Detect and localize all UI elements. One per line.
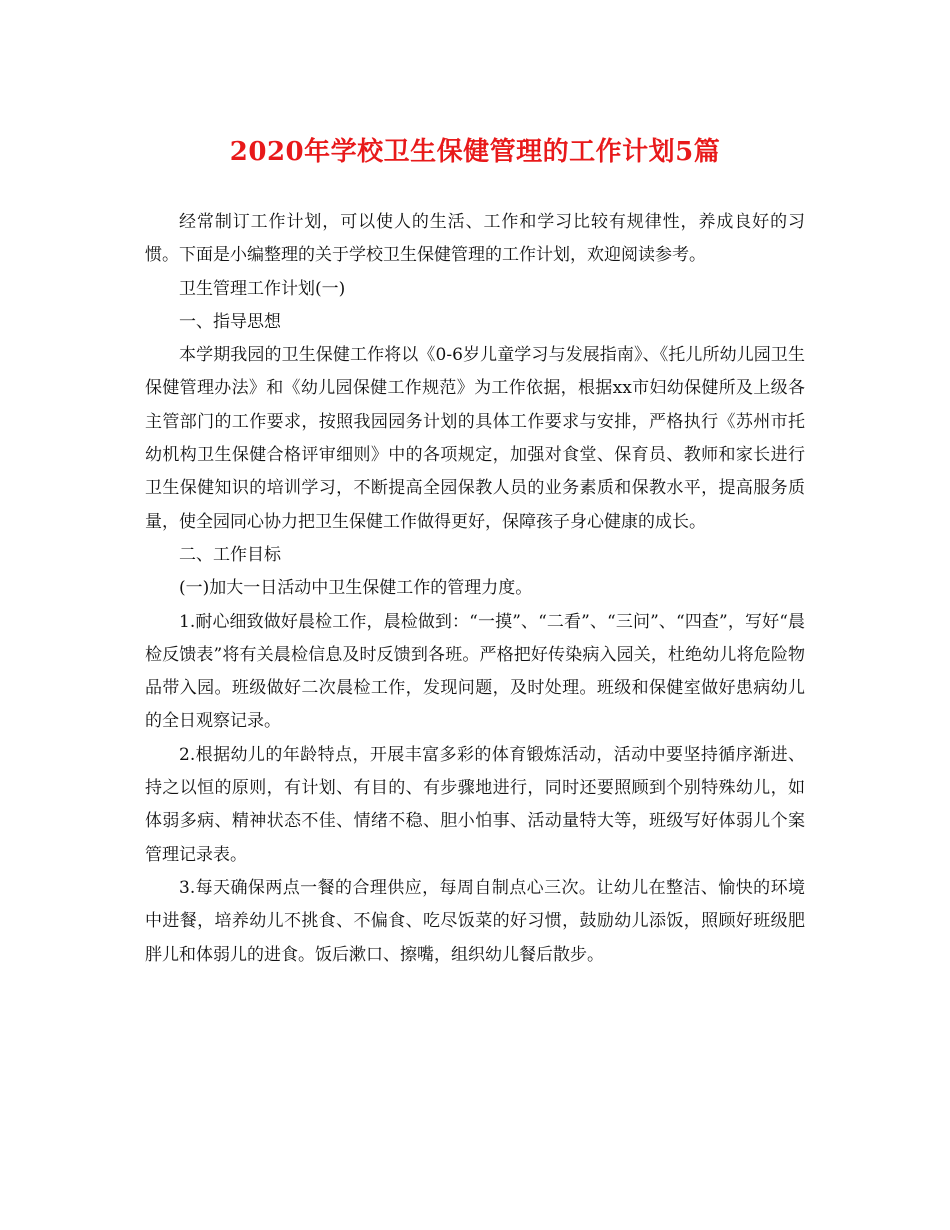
paragraph-guiding-thought: 本学期我园的卫生保健工作将以《0-6岁儿童学习与发展指南》、《托儿所幼儿园卫生保健管理办法》和《幼儿园保健工作规范》为工作依据，根据xx市妇幼保健所及上级各主管部门的工作要求，按照我园园务计划的具体工作要求与安排，严格执行《苏州市托幼机构卫生保健合格评审细则》中的各项规定，加强对食堂、保育员、教师和家长进行卫生保健知识的培训学习，不断提高全园保教人员的业务素质和保教水平，提高服务质量，使全园同心协力把卫生保健工作做得更好，保障孩子身心健康的成长。 (145, 345, 805, 532)
document-body (145, 206, 805, 972)
section-heading-guiding-thought: 一、指导思想 (179, 311, 281, 332)
list-item-3: 3.每天确保两点一餐的合理供应，每周自制点心三次。让幼儿在整洁、愉快的环境中进餐，培养幼儿不挑食、不偏食、吃尽饭菜的好习惯，鼓励幼儿添饭，照顾好班级肥胖儿和体弱儿的进食。饭后漱口、擦嘴，组织幼儿餐后散步。 (145, 877, 805, 965)
section-heading-plan-1: 卫生管理工作计划(一) (179, 278, 346, 299)
section-heading-work-goals: 二、工作目标 (179, 544, 281, 565)
intro-paragraph: 经常制订工作计划，可以使人的生活、工作和学习比较有规律性，养成良好的习惯。下面是小编整理的关于学校卫生保健管理的工作计划，欢迎阅读参考。 (145, 212, 805, 266)
document-title: 2020年学校卫生保健管理的工作计划5篇 (229, 137, 721, 167)
subheading-daily-management: (一)加大一日活动中卫生保健工作的管理力度。 (179, 578, 533, 599)
list-item-1: 1.耐心细致做好晨检工作，晨检做到：“一摸”、“二看”、“三问”、“四查”，写好“晨检反馈表”将有关晨检信息及时反馈到各班。严格把好传染病入园关，杜绝幼儿将危险物品带入园。班级做好二次晨检工作，发现问题，及时处理。班级和保健室做好患病幼儿的全日观察记录。 (145, 611, 805, 732)
list-item-2: 2.根据幼儿的年龄特点，开展丰富多彩的体育锻炼活动，活动中要坚持循序渐进、持之以恒的原则，有计划、有目的、有步骤地进行，同时还要照顾到个别特殊幼儿，如体弱多病、精神状态不佳、情绪不稳、胆小怕事、活动量特大等，班级写好体弱儿个案管理记录表。 (145, 744, 805, 865)
